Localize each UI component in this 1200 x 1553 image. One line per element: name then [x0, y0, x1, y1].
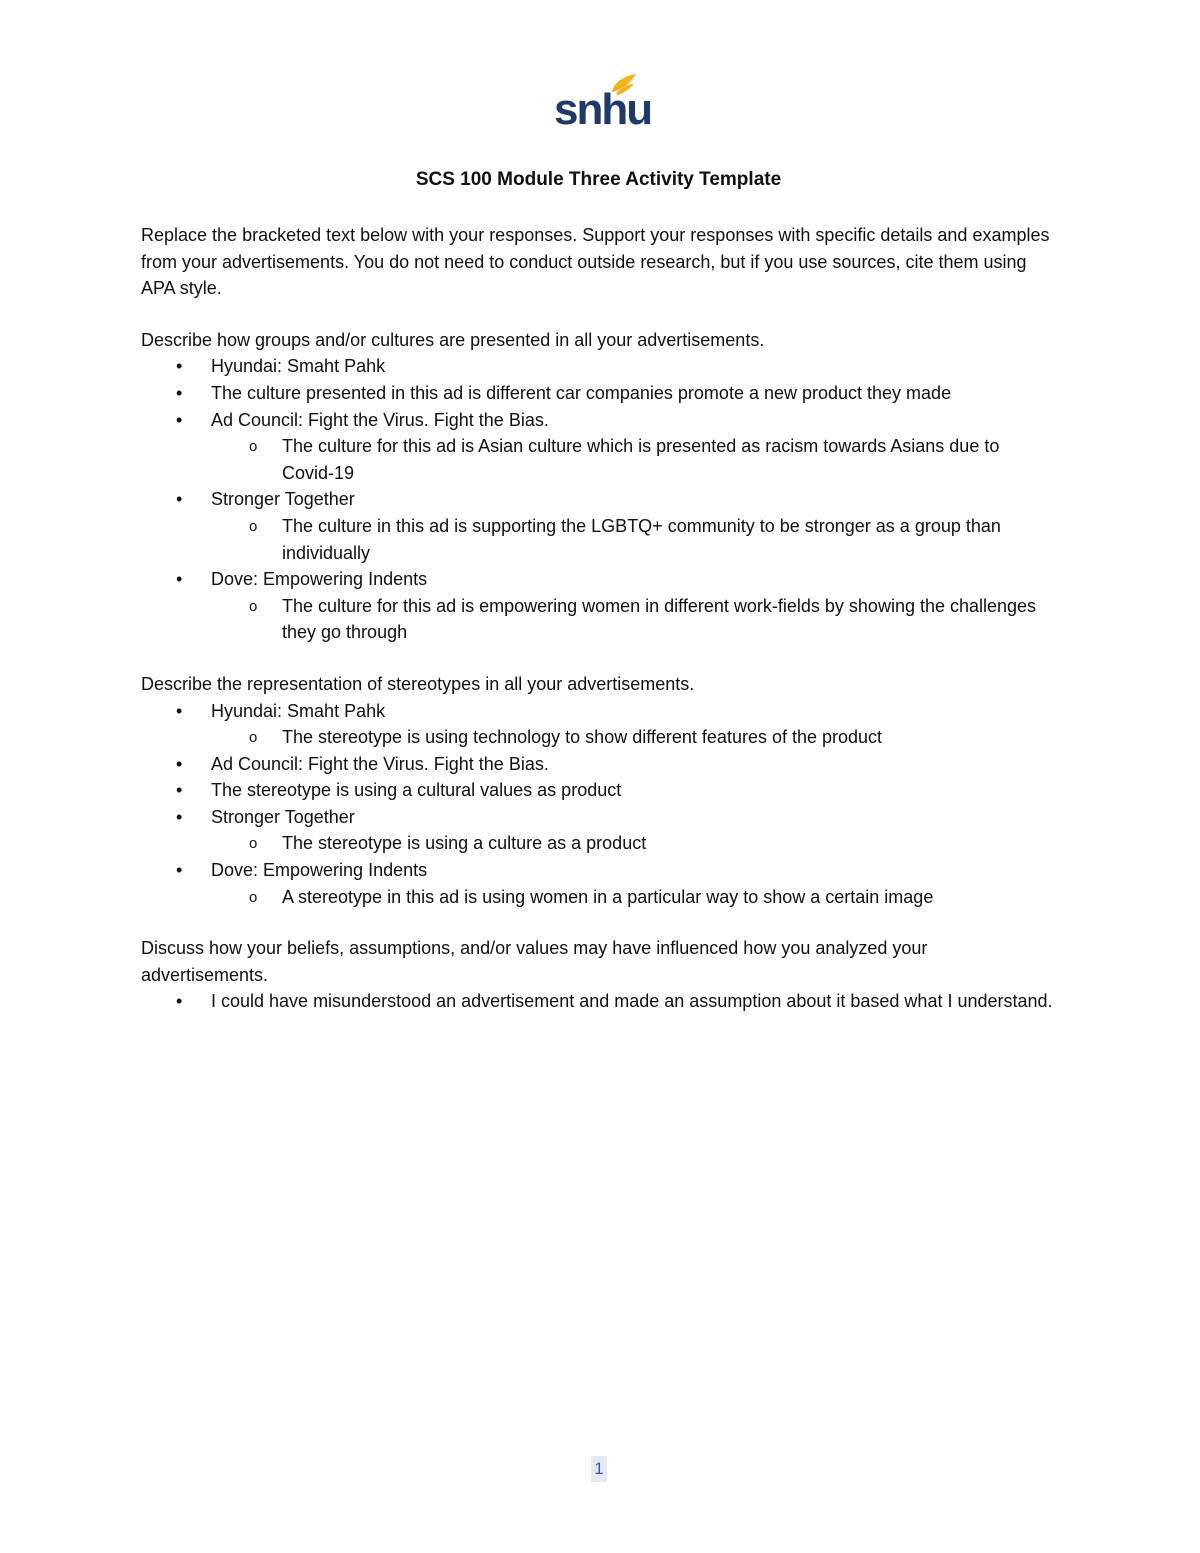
bullet-icon: • [176, 409, 183, 430]
question-3: Discuss how your beliefs, assumptions, and/or values may have influenced how you analyzed your advertisements. [141, 938, 928, 985]
answer-list-2 [141, 698, 1056, 911]
bullet-icon: • [176, 780, 183, 801]
bullet-icon: • [176, 489, 183, 510]
document-body [141, 166, 1056, 1040]
page-number: 1 [591, 1456, 607, 1482]
circle-bullet-icon: o [249, 729, 258, 747]
circle-bullet-icon: o [249, 438, 258, 456]
question-1: Describe how groups and/or cultures are presented in all your advertisements. [141, 329, 765, 350]
list-item: • Dove: Empowering Indents o The culture for this ad is empowering women in different work-fields by showing the challenges they go through [211, 566, 1056, 646]
answer-list-3 [141, 988, 1056, 1015]
list-item: • Stronger Together o The stereotype is using a culture as a product [211, 804, 1056, 857]
snhu-logo [554, 72, 652, 134]
bullet-icon: • [176, 569, 183, 590]
sub-list-item: o A stereotype in this ad is using women in a particular way to show a certain image [282, 884, 1056, 911]
list-item: • Hyundai: Smaht Pahk o The stereotype is using technology to show different features of the product [211, 698, 1056, 751]
answer-list-1 [141, 353, 1056, 646]
bullet-icon: • [176, 356, 183, 377]
bullet-icon: • [176, 806, 183, 827]
sub-list-item: o The stereotype is using technology to show different features of the product [282, 724, 1056, 751]
sub-list [211, 724, 1056, 751]
sub-list-item: o The stereotype is using a culture as a product [282, 830, 1056, 857]
sub-list-item: o The culture in this ad is supporting the LGBTQ+ community to be stronger as a group than individually [249, 515, 1001, 563]
list-item: • Dove: Empowering Indents o A stereotype in this ad is using women in a particular way to show a certain image [211, 857, 1056, 910]
sub-list [211, 513, 1056, 566]
bullet-icon: • [176, 382, 183, 403]
list-item: • Ad Council: Fight the Virus. Fight the Bias. o The culture for this ad is Asian culture which is presented as racism towards Asians due to Covid-19 [211, 407, 1056, 487]
list-item: • The stereotype is using a cultural values as product [211, 777, 1056, 804]
question-2: Describe the representation of stereotypes in all your advertisements. [141, 673, 695, 694]
sub-list-item: o The culture for this ad is Asian culture which is presented as racism towards Asians due to Covid-19 [249, 436, 1000, 483]
bullet-icon: • [176, 753, 183, 774]
bullet-icon: • [176, 860, 183, 881]
page-title: SCS 100 Module Three Activity Template [415, 169, 782, 190]
list-item: • Hyundai: Smaht Pahk [211, 353, 1056, 380]
sub-list-item: o The culture for this ad is empowering women in different work-fields by showing the challenges they go through [249, 595, 1037, 643]
list-item: • Ad Council: Fight the Virus. Fight the Bias. [211, 751, 1056, 778]
sub-list [211, 433, 1056, 486]
circle-bullet-icon: o [249, 517, 258, 535]
list-item: • The culture presented in this ad is different car companies promote a new product they made [211, 380, 1056, 407]
circle-bullet-icon: o [249, 835, 258, 853]
bullet-icon: • [176, 700, 183, 721]
logo-wordmark: snhu [554, 85, 652, 134]
intro-paragraph: Replace the bracketed text below with your responses. Support your responses with specific details and examples from your advertisements. You do not need to conduct outside research, but if you use sources, cite them using APA style. [141, 225, 1050, 299]
circle-bullet-icon: o [249, 888, 258, 906]
sub-list [211, 884, 1056, 911]
list-item: • Stronger Together o The culture in this ad is supporting the LGBTQ+ community to be stronger as a group than individually [211, 486, 1056, 566]
sub-list [211, 593, 1056, 646]
circle-bullet-icon: o [249, 597, 258, 615]
list-item: • I could have misunderstood an advertisement and made an assumption about it based what I understand. [211, 988, 1056, 1015]
sub-list [211, 830, 1056, 857]
bullet-icon: • [176, 991, 183, 1012]
